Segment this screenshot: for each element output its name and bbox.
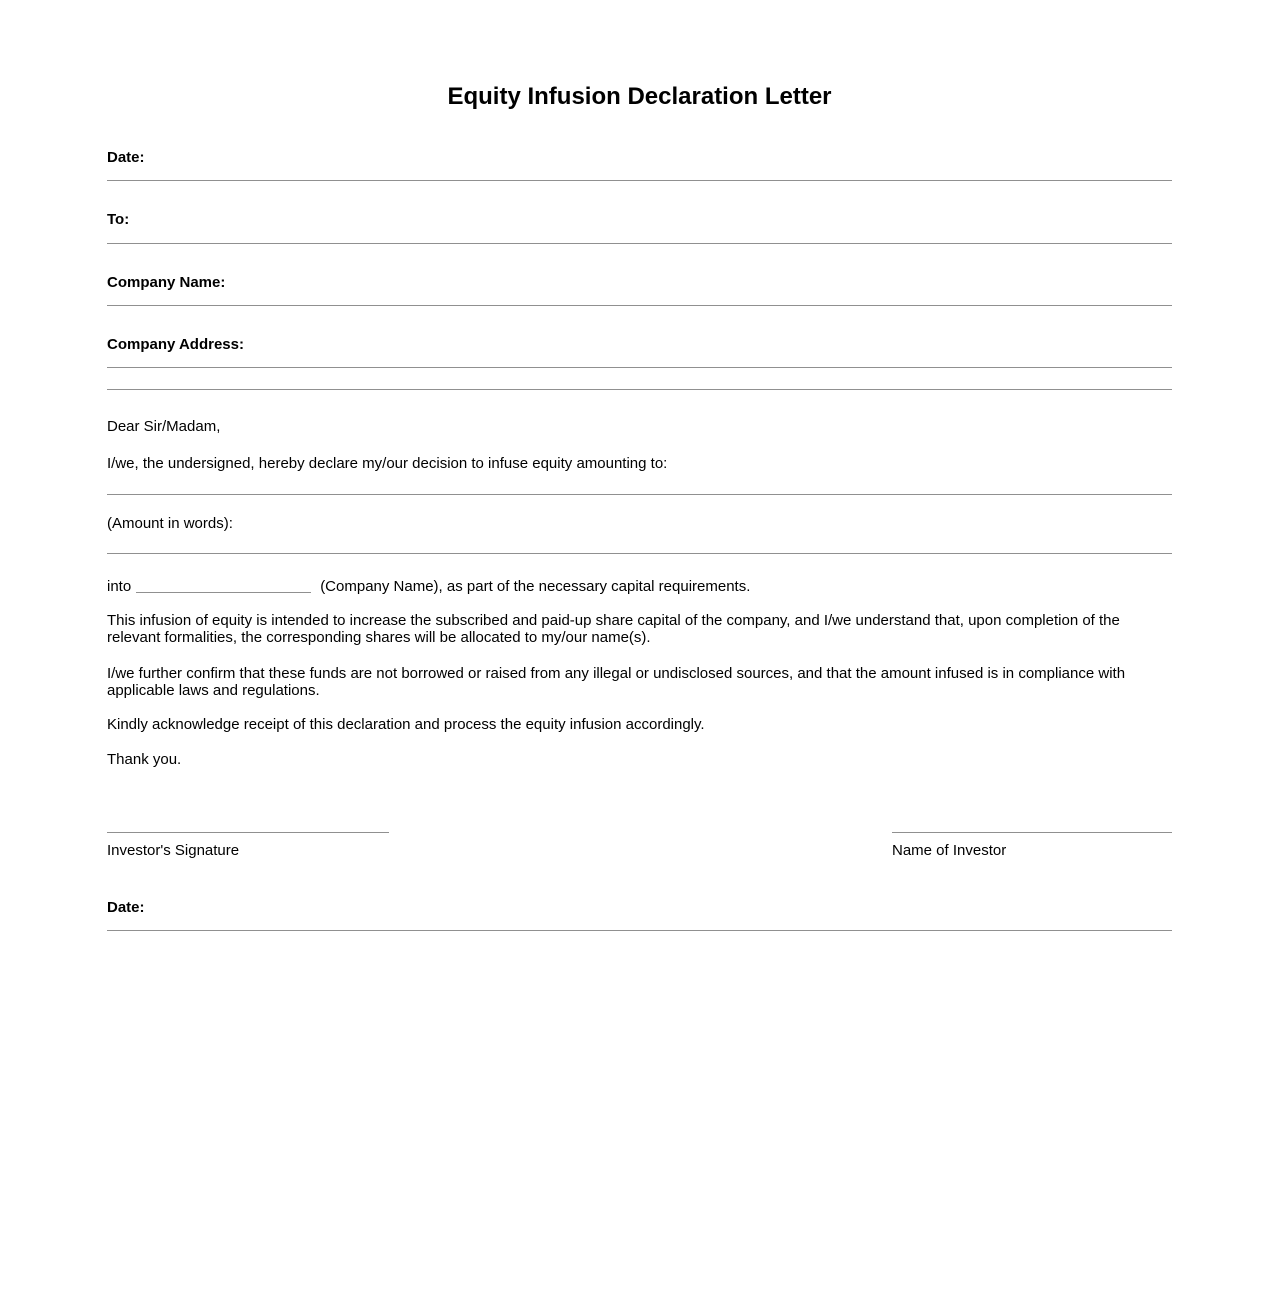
paragraph-compliance: I/we further confirm that these funds are not borrowed or raised from any illegal or undisclosed sources, and that the amount infused is in compliance with applicable laws and regulations. bbox=[107, 664, 1126, 699]
into-sentence bbox=[107, 578, 1172, 595]
into-suffix: (Company Name), as part of the necessary capital requirements. bbox=[320, 577, 751, 595]
closing-thank-you: Thank you. bbox=[107, 751, 182, 769]
company-name-field-label: Company Name: bbox=[107, 273, 226, 291]
into-prefix: into bbox=[107, 577, 132, 595]
investor-signature-line[interactable] bbox=[107, 832, 389, 833]
amount-input[interactable] bbox=[107, 473, 1172, 495]
to-input[interactable] bbox=[107, 229, 1172, 244]
investor-signature-block bbox=[107, 832, 389, 859]
signature-date-label: Date: bbox=[107, 898, 145, 916]
salutation: Dear Sir/Madam, bbox=[107, 418, 221, 435]
name-of-investor-label: Name of Investor bbox=[892, 841, 1007, 859]
company-address-input-line2[interactable] bbox=[107, 368, 1172, 390]
declaration-intro: I/we, the undersigned, hereby declare my/our decision to infuse equity amounting to: bbox=[107, 455, 668, 473]
company-name-input[interactable] bbox=[107, 291, 1172, 306]
company-address-input-line1[interactable] bbox=[107, 353, 1172, 368]
amount-in-words-label: (Amount in words): bbox=[107, 514, 233, 532]
company-address-field-label: Company Address: bbox=[107, 335, 244, 353]
signature-row bbox=[107, 832, 1172, 859]
date-field-label: Date: bbox=[107, 149, 145, 166]
to-field-label: To: bbox=[107, 211, 130, 229]
amount-in-words-input[interactable] bbox=[107, 532, 1172, 554]
signature-date-input[interactable] bbox=[107, 916, 1172, 931]
investor-signature-label: Investor's Signature bbox=[107, 841, 240, 859]
name-of-investor-block bbox=[892, 832, 1172, 859]
date-input[interactable] bbox=[107, 166, 1172, 181]
name-of-investor-line[interactable] bbox=[892, 832, 1172, 833]
company-name-blank-input[interactable] bbox=[136, 580, 311, 593]
paragraph-acknowledge: Kindly acknowledge receipt of this declaration and process the equity infusion accordingly. bbox=[107, 716, 705, 733]
paragraph-share-capital: This infusion of equity is intended to increase the subscribed and paid-up share capital of the company, and I/we understand that, upon completion of the relevant formalities, the corresponding shares will be allocated to my/our name(s). bbox=[107, 612, 1120, 647]
document-title: Equity Infusion Declaration Letter bbox=[447, 83, 832, 110]
